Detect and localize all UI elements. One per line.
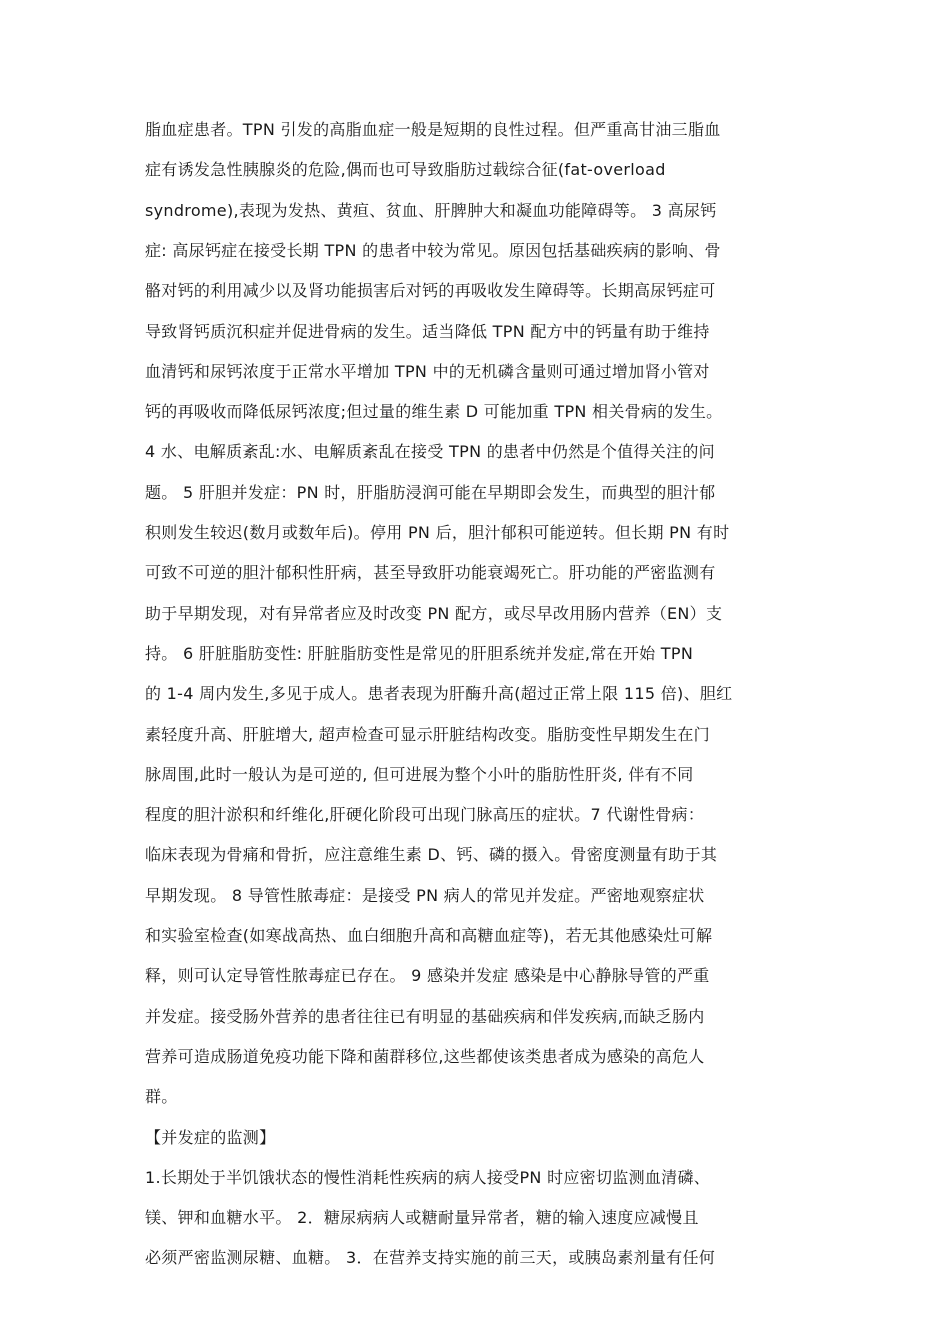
text-line: 持。 6 肝脏脂肪变性: 肝脏脂肪变性是常见的肝胆系统并发症,常在开始 TPN: [145, 643, 694, 663]
text-line: 【并发症的监测】: [145, 1127, 276, 1147]
text-line: 和实验室检查(如寒战高热、血白细胞升高和高糖血症等)，若无其他感染灶可解: [145, 926, 713, 945]
text-line: 钙的再吸收而降低尿钙浓度;但过量的维生素 D 可能加重 TPN 相关骨病的发生。: [145, 402, 723, 422]
text-line: 素轻度升高、肝脏增大, 超声检查可显示肝脏结构改变。脂肪变性早期发生在门: [145, 724, 710, 744]
text-line: 脂血症患者。TPN 引发的高脂血症一般是短期的良性过程。但严重高甘油三脂血: [145, 120, 721, 139]
text-line: 1.长期处于半饥饿状态的慢性消耗性疾病的病人接受PN 时应密切监测血清磷、: [145, 1167, 711, 1187]
text-line: 脉周围,此时一般认为是可逆的, 但可进展为整个小叶的脂肪性肝炎, 伴有不同: [145, 764, 694, 784]
text-line: 助于早期发现，对有异常者应及时改变 PN 配方，或尽早改用肠内营养（EN）支: [145, 603, 723, 623]
text-line: 营养可造成肠道免疫功能下降和菌群移位,这些都使该类患者成为感染的高危人: [145, 1046, 705, 1066]
text-line: 4 水、电解质紊乱:水、电解质紊乱在接受 TPN 的患者中仍然是个值得关注的问: [145, 442, 715, 462]
text-line: 积则发生较迟(数月或数年后)。停用 PN 后，胆汁郁积可能逆转。但长期 PN 有时: [145, 523, 730, 542]
text-line: 骼对钙的利用减少以及肾功能损害后对钙的再吸收发生障碍等。长期高尿钙症可: [145, 281, 716, 301]
text-line: 并发症。接受肠外营养的患者往往已有明显的基础疾病和伴发疾病,而缺乏肠内: [145, 1006, 705, 1026]
text-line: 导致肾钙质沉积症并促进骨病的发生。适当降低 TPN 配方中的钙量有助于维持: [145, 321, 710, 341]
text-line: 的 1-4 周内发生,多见于成人。患者表现为肝酶升高(超过正常上限 115 倍)、胆红: [145, 684, 733, 704]
text-line: 症: 高尿钙症在接受长期 TPN 的患者中较为常见。原因包括基础疾病的影响、骨: [145, 240, 721, 260]
text-line: 群。: [145, 1087, 178, 1107]
text-line: 题。 5 肝胆并发症：PN 时，肝脂肪浸润可能在早期即会发生，而典型的胆汁郁: [145, 482, 716, 502]
text-line: 镁、钾和血糖水平。 2．糖尿病病人或糖耐量异常者，糖的输入速度应减慢且: [145, 1208, 699, 1228]
text-line: 血清钙和尿钙浓度于正常水平增加 TPN 中的无机磷含量则可通过增加肾小管对: [145, 361, 710, 381]
text-line: 临床表现为骨痛和骨折，应注意维生素 D、钙、磷的摄入。骨密度测量有助于其: [145, 845, 718, 865]
text-line: 早期发现。 8 导管性脓毒症：是接受 PN 病人的常见并发症。严密地观察症状: [145, 885, 705, 905]
text-line: syndrome),表现为发热、黄疸、贫血、肝脾肿大和凝血功能障碍等。 3 高尿钙: [145, 200, 717, 220]
text-line: 程度的胆汁淤积和纤维化,肝硬化阶段可出现门脉高压的症状。7 代谢性骨病：: [145, 805, 705, 825]
text-line: 可致不可逆的胆汁郁积性肝病，甚至导致肝功能衰竭死亡。肝功能的严密监测有: [145, 563, 716, 583]
text-line: 释，则可认定导管性脓毒症已存在。 9 感染并发症 感染是中心静脉导管的严重: [145, 966, 710, 986]
text-line: 症有诱发急性胰腺炎的危险,偶而也可导致脂肪过载综合征(fat-overload: [145, 160, 666, 180]
text-line: 必须严密监测尿糖、血糖。 3．在营养支持实施的前三天，或胰岛素剂量有任何: [145, 1248, 716, 1268]
